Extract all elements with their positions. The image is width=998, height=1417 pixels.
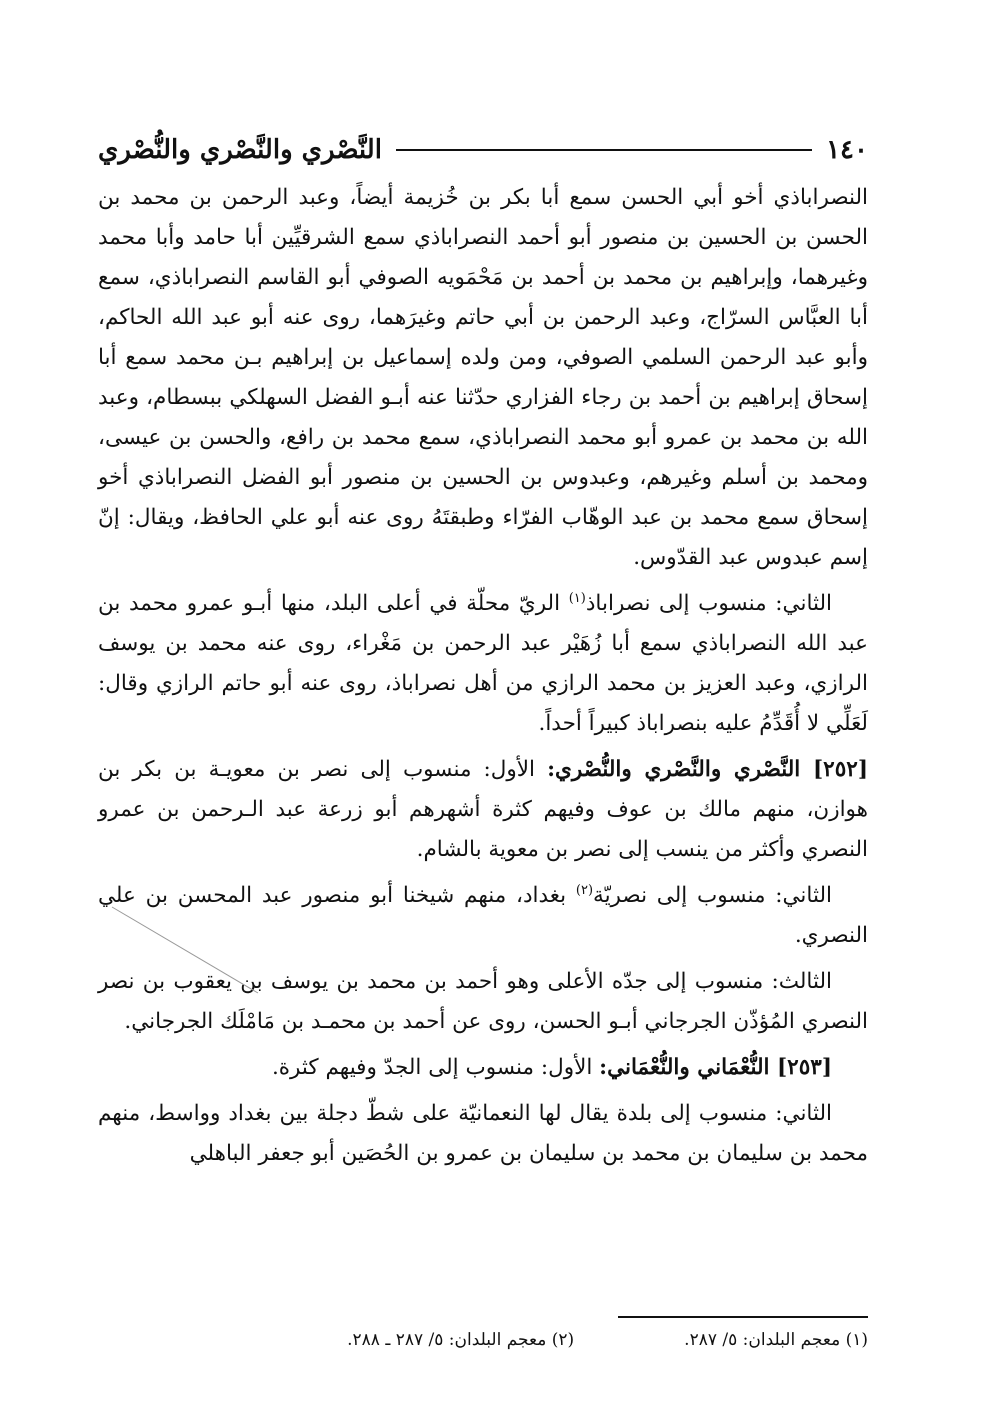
paragraph-4-rest: بغداد، منهم شيخنا أبو منصور عبد المحسن بن علي النصري. (98, 883, 868, 948)
entry-253 (98, 1048, 868, 1088)
footnote-ref-2: (٢) (575, 882, 594, 898)
footnote-ref-1: (١) (568, 590, 586, 606)
paragraph-2-start: الثاني: منسوب إلى نصراباذ (585, 591, 833, 616)
footnote-2: (٢) معجم البلدان: ٥/ ٢٨٧ ـ ٢٨٨. (347, 1330, 575, 1350)
entry-252-label: [٢٥٢] النَّصْري والنَّصْري والنُّصْري: (547, 757, 868, 782)
footnote-row (98, 1326, 868, 1354)
page-header (98, 128, 868, 172)
entry-252-text: الأول: منسوب إلى نصر بن معويـة بن بكر بن هوازن، منهم مالك بن عوف وفيهم كثرة أشهرهم أبو زرعة عبد الـرحمن بن عمرو النصري وأكثر من ينسب إلى نصر بن معوية بالشام. (98, 757, 868, 862)
footnote-1: (١) معجم البلدان: ٥/ ٢٨٧. (684, 1330, 868, 1350)
footnote-rule (618, 1316, 868, 1318)
entry-252 (98, 750, 868, 870)
running-title: النَّصْري والنَّصْري والنُّصْري (98, 135, 382, 165)
entry-253-label: [٢٥٣] النُّعْمَاني والنُّعْمَاني: (599, 1055, 832, 1080)
header-rule (396, 149, 812, 151)
paragraph-1: النصراباذي أخو أبي الحسن سمع أبا بكر بن خُزيمة أيضاً، وعبد الرحمن بن محمد بن الحسن بن الحسين بن منصور أبو أحمد النصراباذي سمع الشرقيِّين أبا حامد وأبا محمد وغيرهما، وإبراهيم بن محمد بن أحمد بن مَحْمَويه الصوفي أبو القاسم النصراباذي، سمع أبا العبَّاس السرّاج، وعبد الرحمن بن أبي حاتم وغيرَهما، روى عنه أبو عبد الله الحاكم، وأبو عبد الرحمن السلمي الصوفي، ومن ولده إسماعيل بن إبراهيم بـن محمد سمع أبا إسحاق إبراهيم بن أحمد بن رجاء الفزاري حدّثنا عنه أبـو الفضل السهلكي ببسطام، وعبد الله بن محمد بن عمرو أبو محمد النصراباذي، سمع محمد بن رافع، والحسن بن عيسى، ومحمد بن أسلم وغيرهم، وعبدوس بن الحسين بن منصور أبو الفضل النصراباذي أخو إسحاق سمع محمد بن عبد الوهّاب الفرّاء وطبقتَهُ روى عنه أبو علي الحافظ، ويقال: إنّ إسم عبدوس عبد القدّوس. (98, 185, 868, 570)
paragraph-7: الثاني: منسوب إلى بلدة يقال لها النعمانيّة على شطّ دجلة بين بغداد وواسط، منهم محمد بن سليمان بن محمد بن سليمان بن عمرو بن الحُصَين أبو جعفر الباهلي (98, 1101, 868, 1166)
body-text (98, 178, 868, 1174)
entry-253-text: الأول: منسوب إلى الجدّ وفيهم كثرة. (271, 1055, 600, 1080)
paragraph-5: الثالث: منسوب إلى جدّه الأعلى وهو أحمد بن محمد بن يوسف بن يعقوب بن نصر النصري المُؤذّن الجرجاني أبـو الحسن، روى عن أحمد بن محمـد بن مَامْلَك الجرجاني. (98, 969, 868, 1034)
paragraph-2-rest: الريّ محلّة في أعلى البلد، منها أبـو عمرو محمد بن عبد الله النصراباذي سمع أبا زُهَيْر عبد الرحمن بن مَغْراء، روى عنه محمد بن يوسف الرازي، وعبد العزيز بن محمد الرازي من أهل نصراباذ، روى عنه أبو حاتم الرازي وقال: لَعَلِّي لا أُقَدِّمُ عليه بنصراباذ كبيراً أحداً. (98, 591, 868, 736)
paragraph-4-start: الثاني: منسوب إلى نصريّة (593, 883, 832, 908)
page-fold-mark (110, 905, 260, 995)
footnotes (98, 1316, 868, 1354)
paragraph-2 (98, 584, 868, 744)
book-page (98, 128, 868, 1180)
page-number: ١٤٠ (826, 135, 868, 165)
